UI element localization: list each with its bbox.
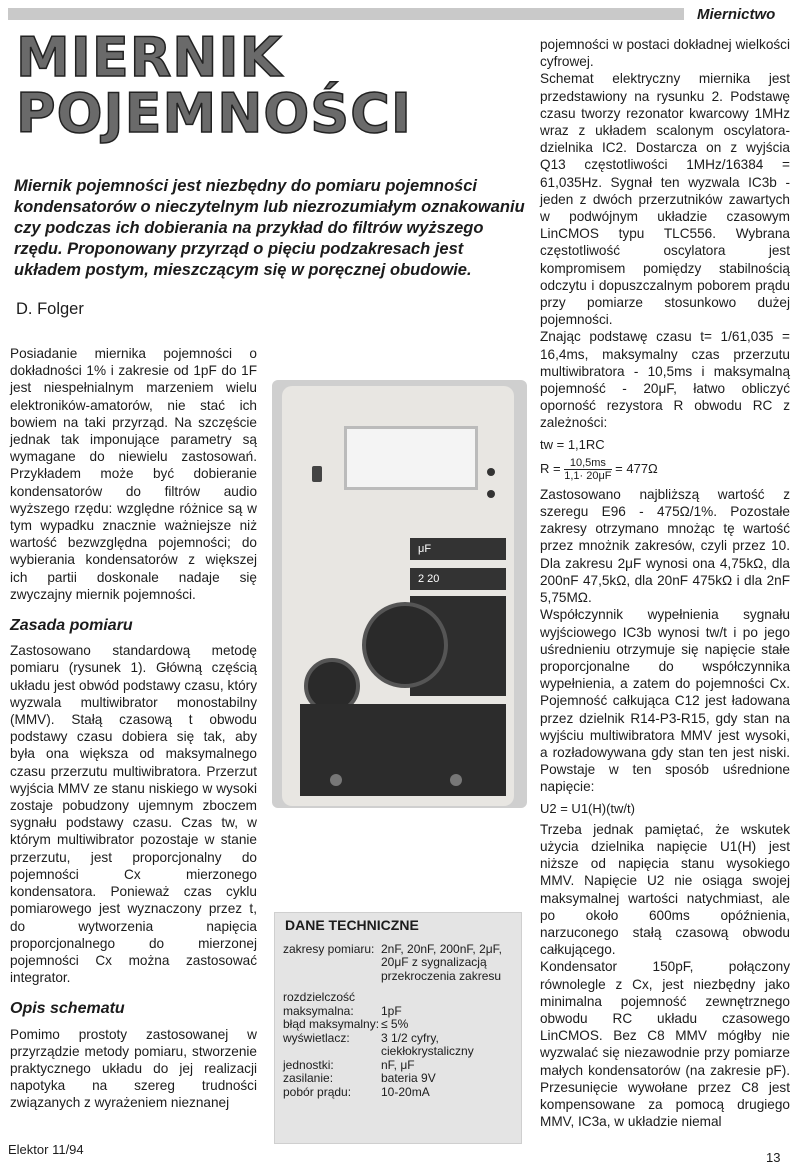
spec-value: ≤ 5% (381, 1017, 409, 1031)
paragraph: Trzeba jednak pamiętać, że wskutek użycia dzielnika napięcie U1(H) jest niższe od napięcia stanu wysokiego MMV. Napięcie U2 nie osiąga swojej maksymalnej wartości natychmiast, ale po około 600ms opóźnienia, narzuconego stałą czasową obwodu całkującego. (540, 821, 790, 958)
paragraph: Posiadanie miernika pojemności o dokładności 1% i zakresie od 1pF do 1F jest niespełnialnym marzeniem wielu elektroników-amatorów, nie stać ich bowiem na taki przyrząd. Na szczęście jednak tak imponujące parametry są wymagane do niewielu zastosowań. Przykładem może być dobieranie kondensatorów do filtrów audio wyższego rzędu: względne różnice są w tym wypadku znacznie ważniejsze niż wartość bezwzględna pojemności; do wybierania kondensatorów z większej ich partii doskonale nadaje się zwyczajny miernik pojemności. (10, 346, 257, 602)
spec-title: DANE TECHNICZNE (285, 917, 419, 933)
page-number: 13 (766, 1150, 781, 1165)
paragraph: pojemności w postaci dokładnej wielkości cyfrowej. (540, 37, 790, 70)
formula-r (540, 457, 790, 482)
title-line-2: POJEMNOŚCI (16, 82, 412, 145)
header-bar (8, 8, 684, 20)
device-photo (272, 380, 527, 808)
section-label: Miernictwo (697, 6, 776, 23)
spec-value: 1pF (381, 1003, 402, 1018)
formula-left: R = (540, 460, 561, 476)
spec-key: rozdzielczość (283, 990, 356, 1004)
fraction (564, 457, 611, 482)
lead-paragraph: Miernik pojemności jest niezbędny do pomiaru pojemności kondensatorów o nieczytelnym lub niezrozumiałym oznakowaniu czy podczas ich dobierania na przykład do filtrów wyższego rzędu. Proponowany przyrząd o pięciu podzakresach jest układem postym, mieszczącym się w poręcznej obudowie. (14, 177, 525, 279)
formula-u2: U2 = U1(H)(tw/t) (540, 800, 635, 816)
spec-row (283, 943, 521, 984)
column-left (10, 345, 257, 1112)
footer-issue: Elektor 11/94 (8, 1142, 84, 1157)
terminal-panel (300, 704, 506, 796)
spec-key: pobór prądu: (283, 1084, 352, 1099)
spec-key: zakresy pomiaru: (283, 941, 375, 956)
formula-tw: tw = 1,1RC (540, 436, 605, 452)
subheading: Zasada pomiaru (10, 617, 133, 635)
paragraph: Pomimo prostoty zastosowanej w przyrządzie metody pomiaru, stworzenie praktycznego układu do jej realizacji napotyka na szereg trudności związanych z wyrażeniem nieznanej (10, 1026, 257, 1111)
spec-key: wyświetlacz: (283, 1030, 350, 1045)
spec-key: zasilanie: (283, 1071, 334, 1085)
spec-row (283, 1005, 521, 1019)
formula-right: = 477Ω (615, 460, 658, 476)
spec-value (381, 991, 521, 1005)
subheading: Opis schematu (10, 1000, 125, 1018)
author: D. Folger (16, 300, 84, 318)
range-knob (362, 602, 448, 688)
paragraph: Kondensator 150pF, połączony równolegle z Cx, jest niezbędny jako minimalna pojemność zewnętrznego obwodu RC układu czasowego LinCMOS. Bez C8 MMV mógłby nie wyzwalać się niezawodnie przy pomiarze małych kondensatorów (na zakresie pF). Przesunięcie wywołane przez C8 jest kompensowane za pomocą drugiego MMV, IC3a, w układzie niemal (540, 959, 790, 1130)
denominator: 1,1· 20μF (564, 469, 612, 482)
led-indicator (487, 468, 495, 476)
spec-value: nF, μF (381, 1057, 415, 1072)
device-body (282, 386, 514, 806)
paragraph: Współczynnik wypełnienia sygnału wyjściowego IC3b wynosi tw/t i po jego uśrednieniu otrzymuje się napięcie stałe proporcjonalne do współczynnika wypełnienia, a zatem do pojemności Cx. Pojemność całkująca C12 jest ładowana przez dzielnik R14-P3-R15, gdy stan na wyjściu multiwibratora MMV jest wysoki, a rozładowywana gdy stan ten jest niski. Powstaje w ten sposób uśrednione napięcie: (540, 607, 790, 795)
terminal-jack (330, 774, 342, 786)
range-strip-unit: μF (410, 538, 506, 560)
spec-row (283, 991, 521, 1005)
article-title (16, 26, 412, 145)
paragraph: Zastosowano najbliższą wartość z szeregu E96 - 475Ω/1%. Pozostałe zakresy otrzymano mnożąc tę wartość przez mnożnik zakresów, czyli przez 10. Dla zakresu 2μF wynosi ona 4,75kΩ, dla 200nF 47,5kΩ, dla 20nF 475kΩ i dla 2nF 5,75MΩ. (540, 486, 790, 606)
numerator: 10,5ms (564, 457, 611, 470)
range-strip-values: 2 20 (410, 568, 506, 590)
spec-key: maksymalna: (283, 1003, 354, 1018)
paragraph: Znając podstawę czasu t= 1/61,035 = 16,4ms, maksymalny czas przerzutu multiwibratora - 10,5ms i maksymalną pojemność - 20μF, łatwo obliczyć oporność rezystora R obwodu RC z zależności: (540, 329, 790, 431)
spec-row (283, 1059, 521, 1073)
led-indicator (487, 490, 495, 498)
paragraph: Zastosowano standardową metodę pomiaru (rysunek 1). Główną częścią układu jest obwód podstawy czasu, który wyzwala multiwibrator monostabilny (MMV). Stałą czasową t obwodu podstawy czasu dobiera się tak, aby była ona większa od maksymalnego czasu przerzutu multiwibratora. Przerzut wyjścia MMV ze stanu niskiego w wysoki zostaje pobudzony ujemnym zboczem sygnału podstawy czasu. Czas tw, w którym multiwibrator pozostaje w stanie przerzutu, jest proporcjonalny do pojemności Cx mierzonego kondensatora. Ponieważ czas cyklu pomiarowego jest wyznaczony przez t, do wytworzenia napięcia proporcjonalnego do mierzonej pojemności Cx można zastosować integrator. (10, 643, 257, 986)
spec-table (283, 943, 521, 1100)
spec-row (283, 1072, 521, 1086)
spec-row (283, 1086, 521, 1100)
spec-value: bateria 9V (381, 1071, 436, 1085)
spec-key: jednostki: (283, 1057, 334, 1072)
spec-row (283, 1018, 521, 1032)
spec-value: 3 1/2 cyfry, ciekłokrystaliczny (381, 1030, 474, 1058)
spec-row (283, 1032, 521, 1059)
power-switch (312, 466, 322, 482)
paragraph: Schemat elektryczny miernika jest przedstawiony na rysunku 2. Podstawę czasu tworzy rezonator kwarcowy 1MHz wraz z układem scalonym oscylatora-dzielnika IC2. Dostarcza on z wyjścia Q13 częstotliwości 1MHz/16384 = 61,035Hz. Sygnał ten wyzwala IC3b - jeden z dwóch przerzutników zawartych w podwójnym układzie czasowym LinCMOS typu TLC556. Wybrana częstotliwość oscylatora jest kompromisem pomiędzy stabilnością odczytu i dopuszczalnym poborem prądu przy pomiarze stosunkowo dużej pojemności. (540, 71, 790, 328)
spec-value: 10-20mA (381, 1084, 430, 1099)
spec-value: 2nF, 20nF, 200nF, 2μF, 20μF z sygnalizacją przekroczenia zakresu (381, 941, 502, 983)
spec-key: błąd maksymalny: (283, 1017, 380, 1031)
lcd-display (344, 426, 478, 490)
column-right (540, 36, 790, 1130)
terminal-jack (450, 774, 462, 786)
spec-box (274, 912, 522, 1144)
title-line-1: MIERNIK (16, 26, 283, 89)
